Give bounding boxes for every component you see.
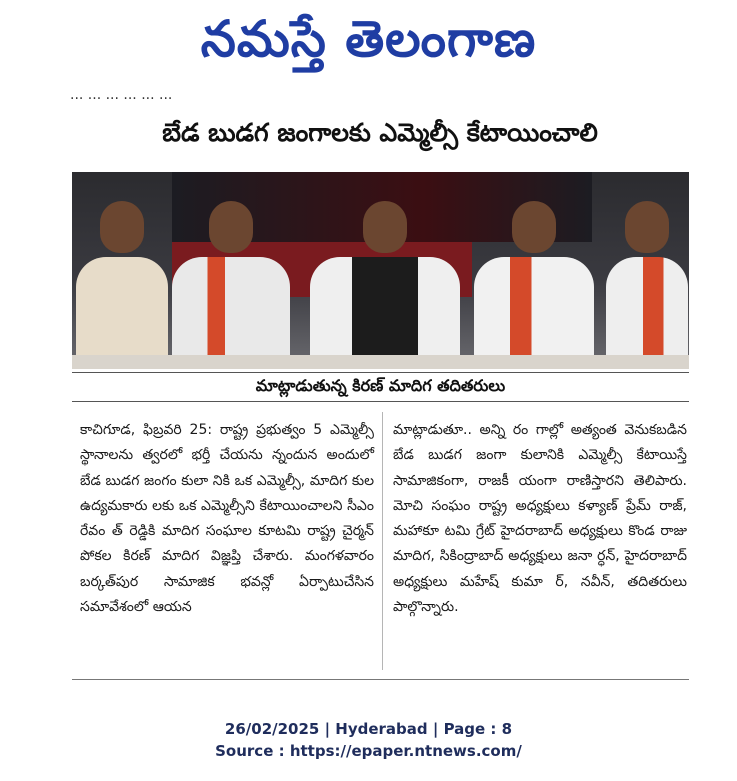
cut-off-text: ... ... ... ... ... ... — [70, 94, 173, 103]
person-head — [363, 201, 407, 253]
photo-caption: మాట్లాడుతున్న కిరణ్ మాదిగ తదితరులు — [255, 376, 506, 395]
person-head — [100, 201, 144, 253]
person-head — [625, 201, 669, 253]
person-torso — [606, 257, 688, 357]
article-column-left: కాచిగూడ, ఫిబ్రవరి 25: రాష్ట్ర ప్రభుత్వం 5 ఎమ్మెల్సీ స్థానాలను త్వరలో భర్తీ చేయను న్నందున అందులో బేడ బుడగ జంగం కులా నికి ఒక ఎమ్మెల్సీ, మాదిగ కుల ఉద్యమకారు లకు ఒక ఎమ్మెల్సీని కేటాయించాలని సీఎం రేవం త్ రెడ్డికి మాదిగ సంఘాల కూటమి రాష్ట్ర చైర్మన్ పోకల కిరణ్ మాదిగ విజ్ఞప్తి చేశారు. మంగళవారం బర్కత్‌పుర సామాజిక భవన్లో ఏర్పాటుచేసిన సమావేశంలో ఆయన — [80, 422, 374, 616]
table-edge — [72, 355, 689, 369]
article-column-right: మాట్లాడుతూ.. అన్ని రం గాల్లో అత్యంత వెనుకబడిన బేడ బుడగ జంగా కులానికి ఎమ్మెల్సీ కేటాయిస్తే సామాజికంగా, రాజకీ యంగా రాణిస్తారని తెలిపారు. మోచి సంఘం రాష్ట్ర అధ్యక్షులు కళ్యాణ్ ప్రేమ్ రాజ్, మహాకూ టమి గ్రేట్ హైదరాబాద్ అధ్యక్షులు కొండ రాజు మాదిగ, సికింద్రాబాద్ అధ్యక్షులు జనా ర్ధన్, హైదరాబాద్ అధ్యక్షులు మహేష్ కుమా ర్, నవీన్, తదితరులు పాల్గొన్నారు. — [393, 422, 687, 616]
date-city-page: 26/02/2025 | Hyderabad | Page : 8 — [224, 720, 513, 738]
person-torso — [172, 257, 290, 357]
newspaper-logo: నమస్తే తెలంగాణ — [200, 10, 537, 68]
person-figure — [606, 201, 688, 357]
article-photo — [72, 172, 689, 369]
caption-top-rule — [72, 372, 689, 373]
person-torso — [474, 257, 594, 357]
caption-bottom-rule — [72, 401, 689, 402]
cut-off-previous-article — [70, 94, 670, 108]
source-footer — [0, 718, 737, 762]
masthead — [0, 0, 737, 78]
person-figure-speaker — [310, 201, 460, 357]
article-bottom-rule — [72, 679, 689, 680]
person-head — [512, 201, 556, 253]
person-figure — [474, 201, 594, 357]
person-figure — [76, 201, 168, 357]
source-url: Source : https://epaper.ntnews.com/ — [215, 742, 522, 760]
person-torso — [76, 257, 168, 357]
person-torso — [310, 257, 460, 357]
column-divider — [382, 412, 383, 670]
person-figure — [172, 201, 290, 357]
article-headline: బేడ బుడగ జంగాలకు ఎమ్మెల్సీ కేటాయించాలి — [162, 118, 598, 147]
person-head — [209, 201, 253, 253]
